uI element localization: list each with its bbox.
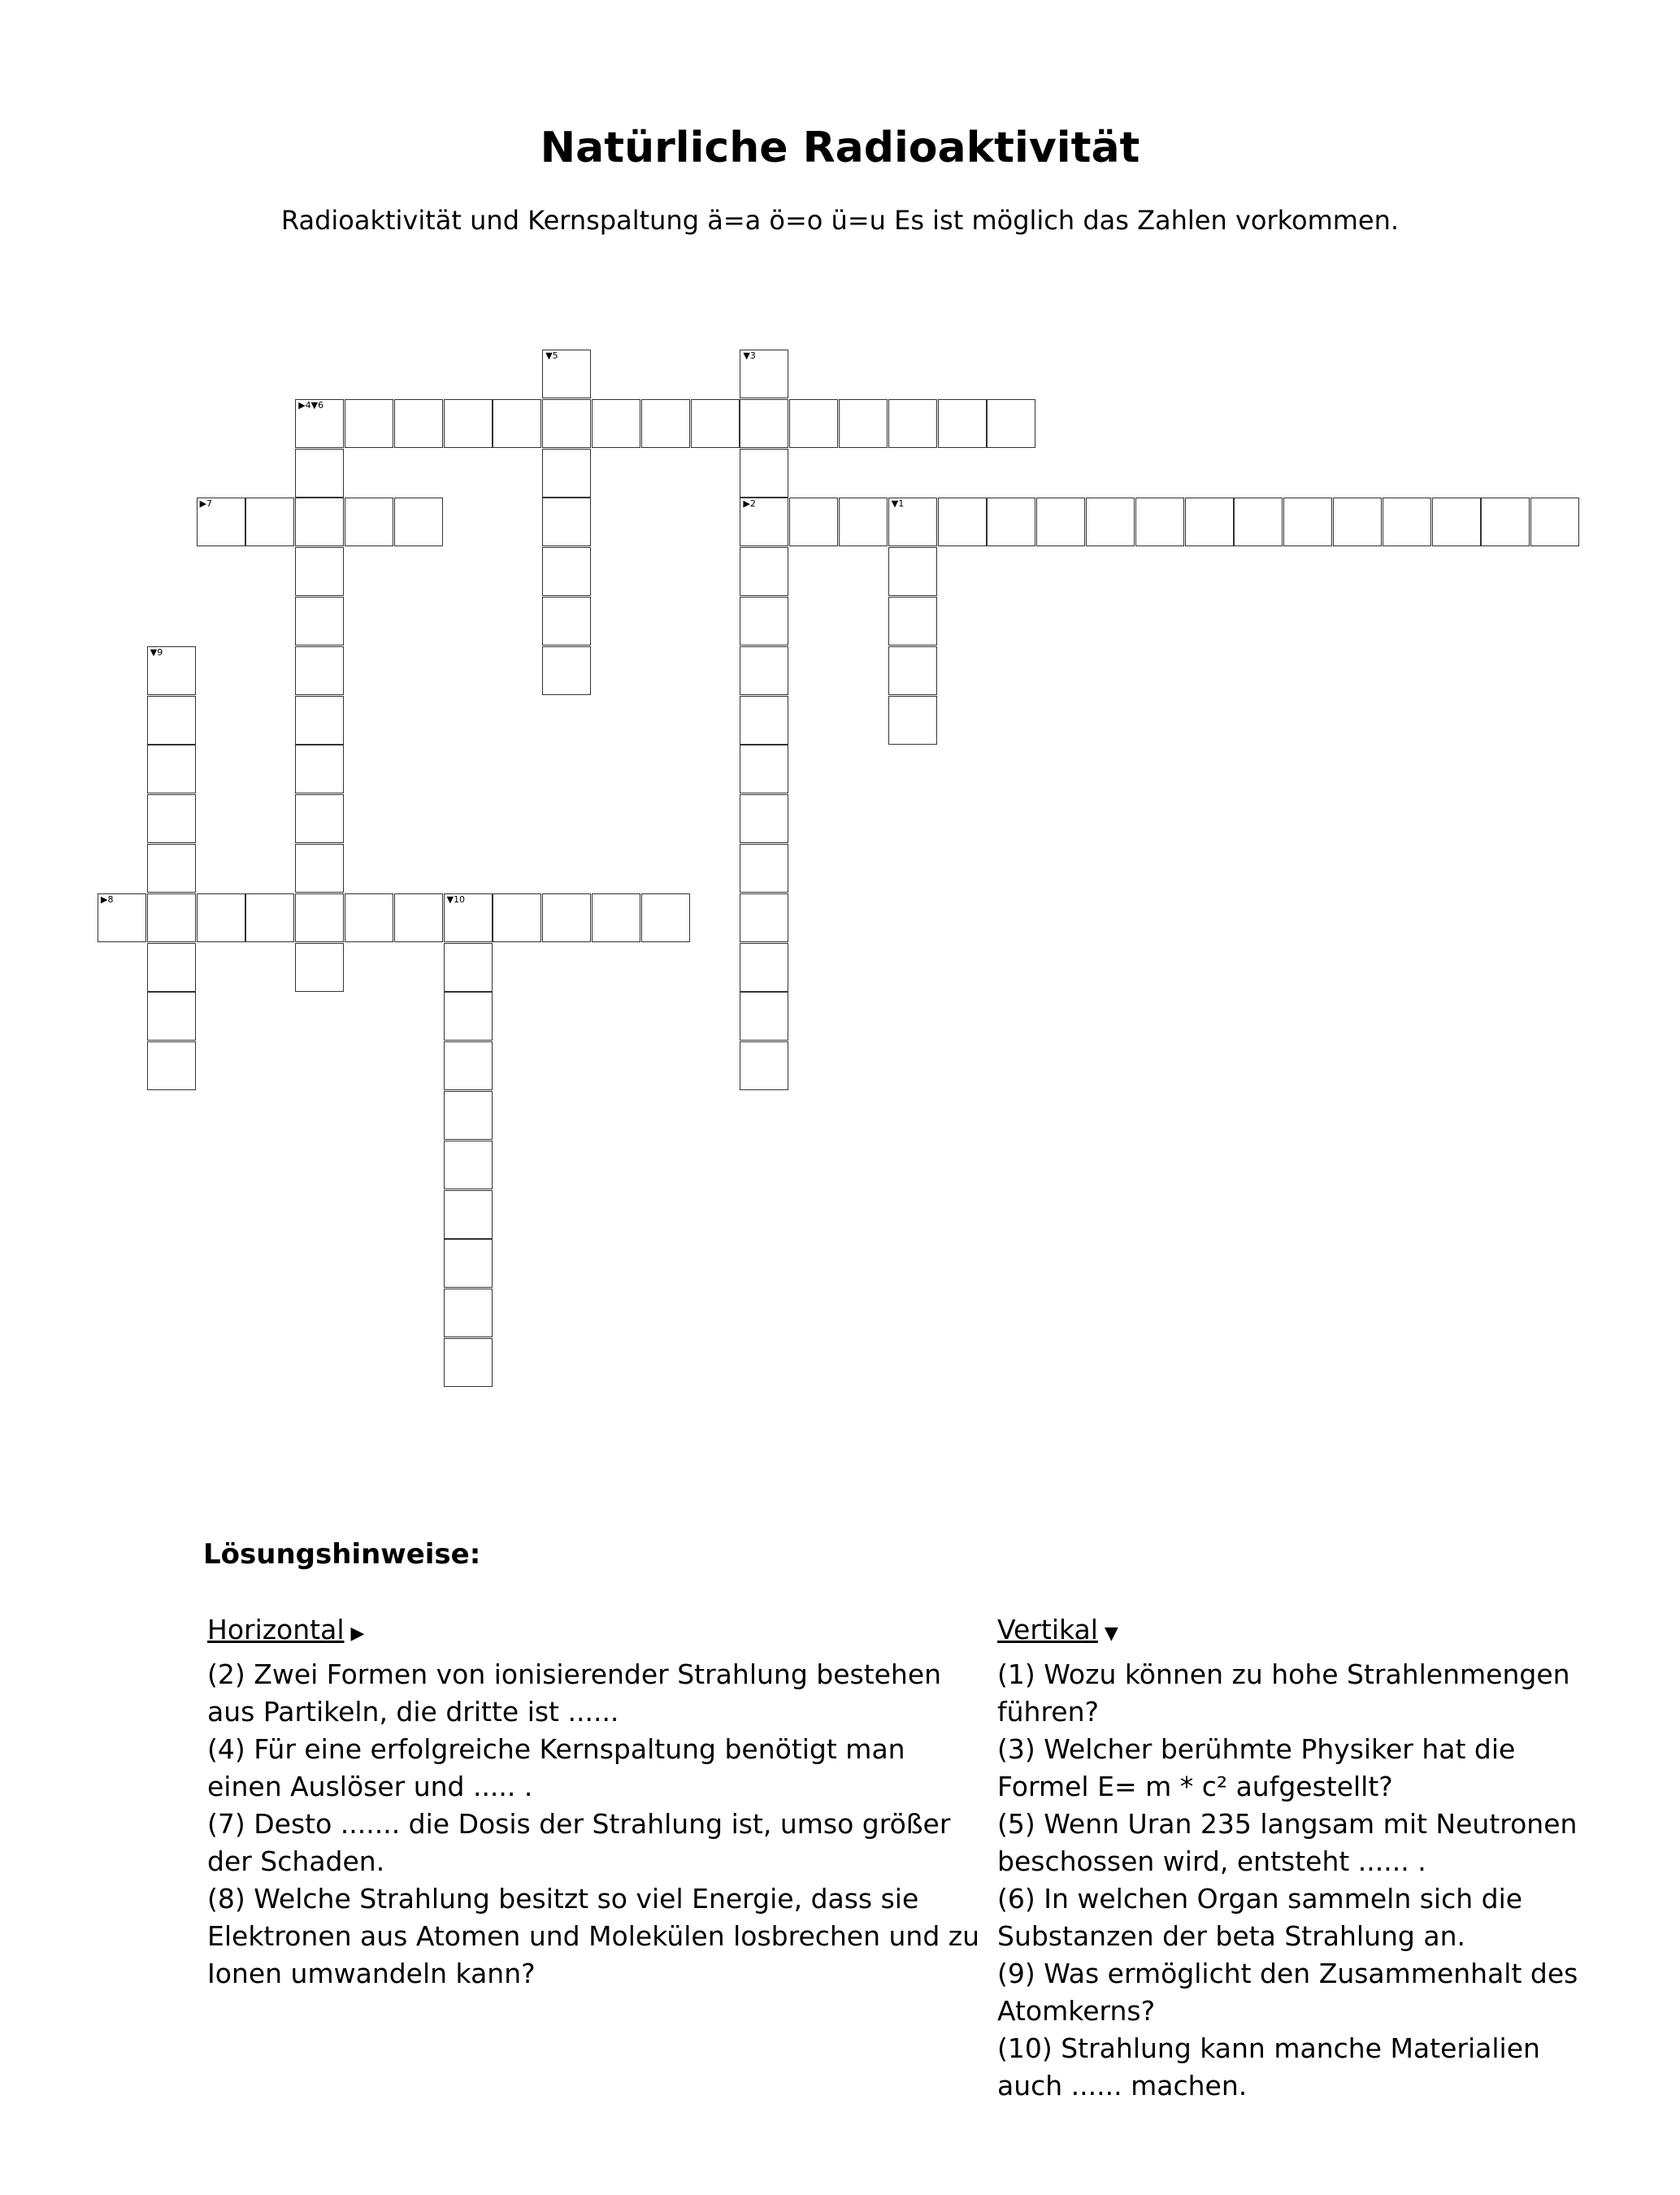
clue-number: ▶4▼6 xyxy=(298,399,324,411)
crossword-cell[interactable] xyxy=(444,992,493,1041)
crossword-cell[interactable] xyxy=(1383,498,1431,546)
crossword-cell[interactable] xyxy=(197,498,245,546)
crossword-cell[interactable] xyxy=(295,547,344,596)
crossword-cell[interactable] xyxy=(740,1041,788,1090)
crossword-cell[interactable] xyxy=(740,794,788,843)
crossword-cell[interactable] xyxy=(1234,498,1283,546)
crossword-cell[interactable] xyxy=(740,399,788,448)
crossword-cell[interactable] xyxy=(394,893,443,942)
crossword-cell[interactable] xyxy=(295,844,344,893)
crossword-cell[interactable] xyxy=(147,745,196,793)
clue-number: ▼9 xyxy=(150,646,163,658)
clue-across-8: (8) Welche Strahlung besitzt so viel Energie, dass sie Elektronen aus Atomen und Molekülen losbrechen und zu Ionen umwandeln kann? xyxy=(207,1883,980,1989)
crossword-cell[interactable] xyxy=(444,1190,493,1239)
clue-down-1: (1) Wozu können zu hohe Strahlenmengen führen? xyxy=(997,1658,1570,1728)
crossword-cell[interactable] xyxy=(542,597,591,645)
crossword-cell[interactable] xyxy=(295,498,344,546)
crossword-cell[interactable] xyxy=(542,350,591,398)
crossword-cell[interactable] xyxy=(888,498,937,546)
right-arrow-icon: ▶ xyxy=(350,1623,365,1644)
crossword-cell[interactable] xyxy=(987,399,1035,448)
crossword-cell[interactable] xyxy=(295,943,344,992)
crossword-cell[interactable] xyxy=(740,547,788,596)
crossword-cell[interactable] xyxy=(295,597,344,645)
crossword-cell[interactable] xyxy=(691,399,740,448)
crossword-cell[interactable] xyxy=(245,893,294,942)
crossword-cell[interactable] xyxy=(888,646,937,695)
crossword-cell[interactable] xyxy=(444,399,493,448)
vertical-clues xyxy=(997,1611,1582,2105)
crossword-cell[interactable] xyxy=(740,696,788,745)
crossword-cell[interactable] xyxy=(542,498,591,546)
crossword-cell[interactable] xyxy=(147,1041,196,1090)
crossword-cell[interactable] xyxy=(938,399,987,448)
crossword-cell[interactable] xyxy=(987,498,1035,546)
clue-down-10: (10) Strahlung kann manche Materialien auch ...... machen. xyxy=(997,2032,1540,2102)
clue-across-7: (7) Desto ....... die Dosis der Strahlung ist, umso größer der Schaden. xyxy=(207,1808,951,1877)
down-arrow-icon: ▼ xyxy=(1104,1623,1118,1644)
crossword-cell[interactable] xyxy=(345,399,393,448)
crossword-cell[interactable] xyxy=(147,696,196,745)
hints-heading: Lösungshinweise: xyxy=(203,1538,481,1571)
clue-across-2: (2) Zwei Formen von ionisierender Strahlung bestehen aus Partikeln, die dritte ist ...... xyxy=(207,1658,942,1728)
crossword-cell[interactable] xyxy=(444,1338,493,1387)
crossword-cell[interactable] xyxy=(542,399,591,448)
clue-number: ▼10 xyxy=(446,893,466,905)
crossword-cell[interactable] xyxy=(542,449,591,498)
crossword-cell[interactable] xyxy=(1333,498,1382,546)
crossword-cell[interactable] xyxy=(147,893,196,942)
crossword-cell[interactable] xyxy=(888,547,937,596)
crossword-cell[interactable] xyxy=(444,893,493,942)
crossword-cell[interactable] xyxy=(444,1289,493,1337)
crossword-cell[interactable] xyxy=(740,646,788,695)
crossword-cell[interactable] xyxy=(394,399,443,448)
crossword-cell[interactable] xyxy=(641,399,690,448)
crossword-cell[interactable] xyxy=(1481,498,1530,546)
crossword-cell[interactable] xyxy=(888,399,937,448)
crossword-cell[interactable] xyxy=(839,498,888,546)
crossword-cell[interactable] xyxy=(147,794,196,843)
crossword-cell[interactable] xyxy=(98,893,146,942)
crossword-cell[interactable] xyxy=(938,498,987,546)
crossword-cell[interactable] xyxy=(295,745,344,793)
crossword-cell[interactable] xyxy=(592,399,640,448)
crossword-cell[interactable] xyxy=(839,399,888,448)
crossword-cell[interactable] xyxy=(197,893,245,942)
clue-number: ▶2 xyxy=(743,498,756,510)
crossword-cell[interactable] xyxy=(444,1141,493,1189)
clue-number: ▼1 xyxy=(891,498,905,510)
crossword-cell[interactable] xyxy=(740,498,788,546)
crossword-cell[interactable] xyxy=(740,893,788,942)
horizontal-heading xyxy=(207,1611,988,1653)
crossword-cell[interactable] xyxy=(295,399,344,448)
clue-number: ▶8 xyxy=(101,893,114,905)
crossword-cell[interactable] xyxy=(542,547,591,596)
crossword-cell[interactable] xyxy=(295,646,344,695)
page-subtitle: Radioaktivität und Kernspaltung ä=a ö=o ü=u Es ist möglich das Zahlen vorkommen. xyxy=(280,205,1400,236)
vertical-heading xyxy=(997,1611,1582,1653)
crossword-cell[interactable] xyxy=(740,350,788,398)
crossword-cell[interactable] xyxy=(888,696,937,745)
crossword-cell[interactable] xyxy=(1530,498,1579,546)
crossword-cell[interactable] xyxy=(1135,498,1184,546)
crossword-cell[interactable] xyxy=(789,399,838,448)
page-title: Natürliche Radioaktivität xyxy=(540,124,1140,172)
crossword-cell[interactable] xyxy=(493,893,541,942)
clue-number: ▼3 xyxy=(743,350,756,361)
crossword-cell[interactable] xyxy=(444,943,493,992)
clue-number: ▼5 xyxy=(545,350,558,361)
crossword-cell[interactable] xyxy=(740,844,788,893)
clue-down-5: (5) Wenn Uran 235 langsam mit Neutronen beschossen wird, entsteht ...... . xyxy=(997,1808,1578,1877)
horizontal-label: Horizontal xyxy=(207,1614,345,1645)
crossword-cell[interactable] xyxy=(1185,498,1234,546)
crossword-cell[interactable] xyxy=(147,943,196,992)
crossword-cell[interactable] xyxy=(592,893,640,942)
crossword-cell[interactable] xyxy=(295,893,344,942)
crossword-cell[interactable] xyxy=(740,943,788,992)
crossword-cell[interactable] xyxy=(1086,498,1135,546)
crossword-cell[interactable] xyxy=(444,1041,493,1090)
crossword-cell[interactable] xyxy=(295,696,344,745)
crossword-cell[interactable] xyxy=(740,449,788,498)
crossword-cell[interactable] xyxy=(394,498,443,546)
crossword-cell[interactable] xyxy=(147,844,196,893)
crossword-cell[interactable] xyxy=(345,893,393,942)
horizontal-clues xyxy=(207,1611,988,1993)
crossword-cell[interactable] xyxy=(542,646,591,695)
crossword-cell[interactable] xyxy=(295,794,344,843)
crossword-cell[interactable] xyxy=(444,1239,493,1288)
crossword-cell[interactable] xyxy=(740,745,788,793)
crossword-cell[interactable] xyxy=(888,597,937,645)
crossword-cell[interactable] xyxy=(1432,498,1481,546)
crossword-cell[interactable] xyxy=(1036,498,1085,546)
clue-across-4: (4) Für eine erfolgreiche Kernspaltung benötigt man einen Auslöser und ..... . xyxy=(207,1733,905,1802)
crossword-cell[interactable] xyxy=(147,646,196,695)
crossword-cell[interactable] xyxy=(444,1091,493,1140)
clue-down-3: (3) Welcher berühmte Physiker hat die Formel E= m * c² aufgestellt? xyxy=(997,1733,1516,1802)
clue-down-9: (9) Was ermöglicht den Zusammenhalt des Atomkerns? xyxy=(997,1958,1578,2027)
crossword-cell[interactable] xyxy=(147,992,196,1041)
crossword-cell[interactable] xyxy=(542,893,591,942)
crossword-cell[interactable] xyxy=(345,498,393,546)
crossword-cell[interactable] xyxy=(641,893,690,942)
clue-down-6: (6) In welchen Organ sammeln sich die Substanzen der beta Strahlung an. xyxy=(997,1883,1523,1952)
crossword-cell[interactable] xyxy=(493,399,541,448)
crossword-cell[interactable] xyxy=(789,498,838,546)
crossword-cell[interactable] xyxy=(740,992,788,1041)
vertical-label: Vertikal xyxy=(997,1614,1098,1645)
crossword-cell[interactable] xyxy=(1283,498,1332,546)
clue-number: ▶7 xyxy=(199,498,213,510)
crossword-cell[interactable] xyxy=(295,449,344,498)
crossword-cell[interactable] xyxy=(740,597,788,645)
crossword-cell[interactable] xyxy=(245,498,294,546)
